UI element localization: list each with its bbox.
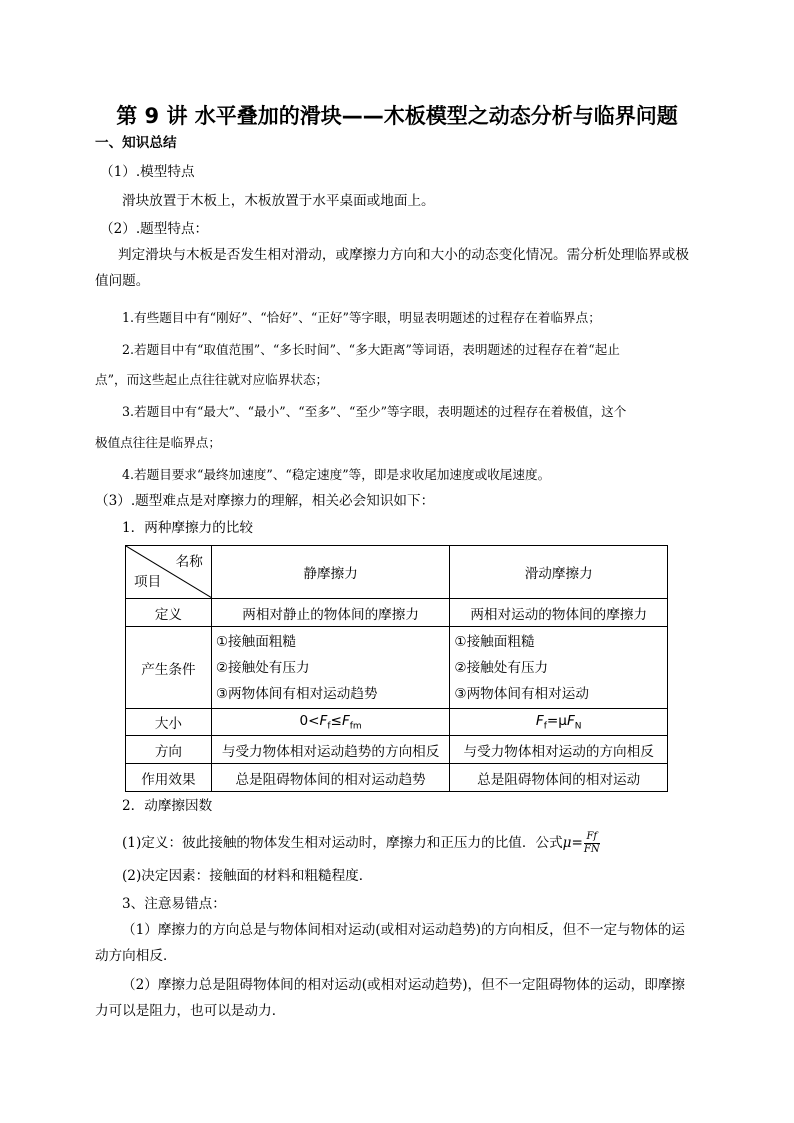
condition-static-2: ②接触处有压力 bbox=[215, 659, 310, 676]
condition-static-3: ③两物体间有相对运动趋势 bbox=[215, 685, 378, 702]
formula-mu: μ= bbox=[562, 835, 583, 851]
row-label-definition: 定义 bbox=[126, 599, 212, 627]
subheading-comparison: 1．两种摩擦力的比较 bbox=[122, 520, 253, 536]
page-title: 第 9 讲 水平叠加的滑块——木板模型之动态分析与临界问题 bbox=[116, 104, 678, 128]
condition-static bbox=[211, 627, 450, 709]
paragraph-model: 滑块放置于木板上，木板放置于水平桌面或地面上。 bbox=[122, 193, 435, 209]
error-note-1a: （1）摩擦力的方向总是与物体间相对运动(或相对运动趋势)的方向相反，但不一定与物体的运 bbox=[122, 922, 686, 938]
subheading-type: （2）.题型特点： bbox=[100, 221, 209, 237]
error-note-1b: 动方向相反． bbox=[95, 948, 177, 964]
error-note-2a: （2）摩擦力总是阻碍物体间的相对运动(或相对运动趋势)，但不一定阻碍物体的运动，即摩擦 bbox=[122, 977, 686, 993]
friction-comparison-table bbox=[125, 545, 668, 792]
row-label-direction: 方向 bbox=[126, 736, 212, 764]
effect-static: 总是阻碍物体间的相对运动趋势 bbox=[211, 764, 450, 792]
section-heading: 一、知识总结 bbox=[95, 135, 177, 151]
list-item-3b: 极值点往往是临界点； bbox=[95, 435, 221, 450]
paragraph-type-a: 判定滑块与木板是否发生相对滑动，或摩擦力方向和大小的动态变化情况。需分析处理临界或极 bbox=[118, 247, 689, 263]
formula-fraction: $\frac{Ff}{FN}$ bbox=[583, 831, 600, 855]
subheading-difficulty: （3）.题型难点是对摩擦力的理解，相关必会知识如下： bbox=[95, 493, 435, 509]
list-item-3a: 3.若题目中有“最大”、“最小”、“至多”、“至少”等字眼，表明题述的过程存在着极值，这个 bbox=[122, 404, 627, 419]
header-item-label: 项目 bbox=[134, 574, 162, 590]
row-label-effect: 作用效果 bbox=[126, 764, 212, 792]
list-item-2b: 点”，而这些起止点往往就对应临界状态； bbox=[95, 372, 329, 387]
subheading-coefficient: 2．动摩擦因数 bbox=[122, 798, 213, 814]
size-static: $0<F_f\le F_{fm}$ bbox=[211, 709, 450, 736]
table-header-corner bbox=[126, 546, 212, 599]
size-sliding: $F_f=\mu F_N$ bbox=[450, 709, 668, 736]
direction-sliding: 与受力物体相对运动的方向相反 bbox=[450, 736, 668, 764]
definition-static: 两相对静止的物体间的摩擦力 bbox=[211, 599, 450, 627]
definition-sliding: 两相对运动的物体间的摩擦力 bbox=[450, 599, 668, 627]
row-label-condition: 产生条件 bbox=[126, 627, 212, 709]
direction-static: 与受力物体相对运动趋势的方向相反 bbox=[211, 736, 450, 764]
subheading-model: （1）.模型特点 bbox=[100, 164, 195, 180]
condition-static-1: ①接触面粗糙 bbox=[215, 633, 296, 650]
effect-sliding: 总是阻碍物体间的相对运动 bbox=[450, 764, 668, 792]
condition-sliding bbox=[450, 627, 668, 709]
coefficient-definition: (1)定义：彼此接触的物体发生相对运动时，摩擦力和正压力的比值．公式μ= $\frac{Ff}{FN}$ bbox=[122, 831, 600, 855]
header-name-label: 名称 bbox=[175, 554, 203, 570]
col-header-sliding: 滑动摩擦力 bbox=[450, 546, 668, 599]
row-label-size: 大小 bbox=[126, 709, 212, 736]
condition-sliding-3: ③两物体间有相对运动 bbox=[454, 685, 589, 702]
list-item-1: 1.有些题目中有“刚好”、“恰好”、“正好”等字眼，明显表明题述的过程存在着临界点； bbox=[122, 310, 601, 325]
paragraph-type-b: 值问题。 bbox=[95, 273, 150, 289]
subheading-errors: 3、注意易错点： bbox=[122, 896, 226, 912]
list-item-2a: 2.若题目中有“取值范围”、“多长时间”、“多大距离”等词语，表明题述的过程存在着“起止 bbox=[122, 342, 620, 357]
error-note-2b: 力可以是阻力，也可以是动力． bbox=[95, 1003, 286, 1019]
condition-sliding-2: ②接触处有压力 bbox=[454, 659, 549, 676]
col-header-static: 静摩擦力 bbox=[211, 546, 450, 599]
list-item-4: 4.若题目要求“最终加速度”、“稳定速度”等，即是求收尾加速度或收尾速度。 bbox=[122, 467, 551, 482]
condition-sliding-1: ①接触面粗糙 bbox=[454, 633, 535, 650]
coefficient-factors: (2)决定因素：接触面的材料和粗糙程度． bbox=[122, 868, 373, 884]
